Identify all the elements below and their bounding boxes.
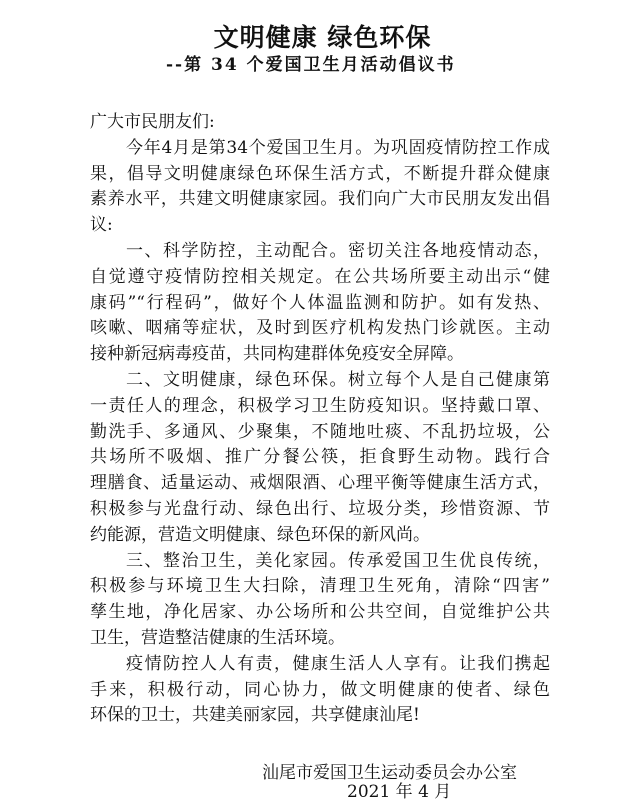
paragraph-line: 三、整治卫生，美化家园。传承爱国卫生优良传统， <box>126 550 550 571</box>
paragraph-line: 自觉遵守疫情防控相关规定。在公共场所要主动出示“健 <box>90 266 550 287</box>
paragraph-line: 理膳食、适量运动、戒烟限酒、心理平衡等健康生活方式， <box>90 473 550 494</box>
paragraph <box>90 652 550 729</box>
paragraph-line: 果，倡导文明健康绿色环保生活方式，不断提升群众健康 <box>90 163 550 184</box>
paragraph-line: 接种新冠病毒疫苗，共同构建群体免疫安全屏障。 <box>90 344 464 365</box>
document-title: 文明健康 绿色环保 <box>213 23 432 52</box>
paragraph-line: 积极参与环境卫生大扫除，清理卫生死角，清除“四害” <box>90 576 550 597</box>
paragraph-line: 勤洗手、多通风、少聚集，不随地吐痰、不乱扔垃圾，公 <box>90 421 550 442</box>
paragraph-line: 环保的卫士，共建美丽家园，共享健康汕尾! <box>90 705 420 726</box>
paragraph <box>90 239 550 368</box>
paragraph <box>90 549 550 652</box>
paragraph-line: 卫生，营造整洁健康的生活环境。 <box>90 627 345 648</box>
paragraph-line: 一责任人的理念，积极学习卫生防疫知识。坚持戴口罩、 <box>90 395 550 416</box>
signature: 汕尾市爱国卫生运动委员会办公室 <box>262 763 517 783</box>
document-subtitle: --第 34 个爱国卫生月活动倡议书 <box>166 55 456 75</box>
paragraph <box>90 368 550 549</box>
paragraph-line: 二、文明健康，绿色环保。树立每个人是自己健康第 <box>126 369 550 390</box>
paragraph-line: 疫情防控人人有责，健康生活人人享有。让我们携起 <box>126 653 550 674</box>
paragraph-line: 议: <box>90 215 113 236</box>
paragraph-line: 共场所不吸烟、推广分餐公筷，拒食野生动物。践行合 <box>90 447 550 468</box>
paragraph-line: 今年4月是第34个爱国卫生月。为巩固疫情防控工作成 <box>126 137 550 158</box>
paragraphs <box>90 136 550 729</box>
date: 2021 年 4 月 <box>347 782 452 802</box>
paragraph-line: 康码”“行程码”，做好个人体温监测和防护。如有发热、 <box>90 292 550 313</box>
paragraph-line: 手来，积极行动，同心协力，做文明健康的使者、绿色 <box>90 679 550 700</box>
paragraph-line: 咳嗽、咽痛等症状，及时到医疗机构发热门诊就医。主动 <box>90 318 550 339</box>
paragraph <box>90 136 550 239</box>
document-body <box>90 110 550 729</box>
paragraph-line: 素养水平，共建文明健康家园。我们向广大市民朋友发出倡 <box>90 189 550 210</box>
paragraph-line: 约能源，营造文明健康、绿色环保的新风尚。 <box>90 524 430 545</box>
paragraph-line: 孳生地，净化居家、办公场所和公共空间，自觉维护公共 <box>90 602 550 623</box>
paragraph-line: 积极参与光盘行动、绿色出行、垃圾分类，珍惜资源、节 <box>90 498 550 519</box>
paragraph-line: 一、科学防控，主动配合。密切关注各地疫情动态， <box>126 240 550 261</box>
greeting: 广大市民朋友们: <box>90 112 215 132</box>
